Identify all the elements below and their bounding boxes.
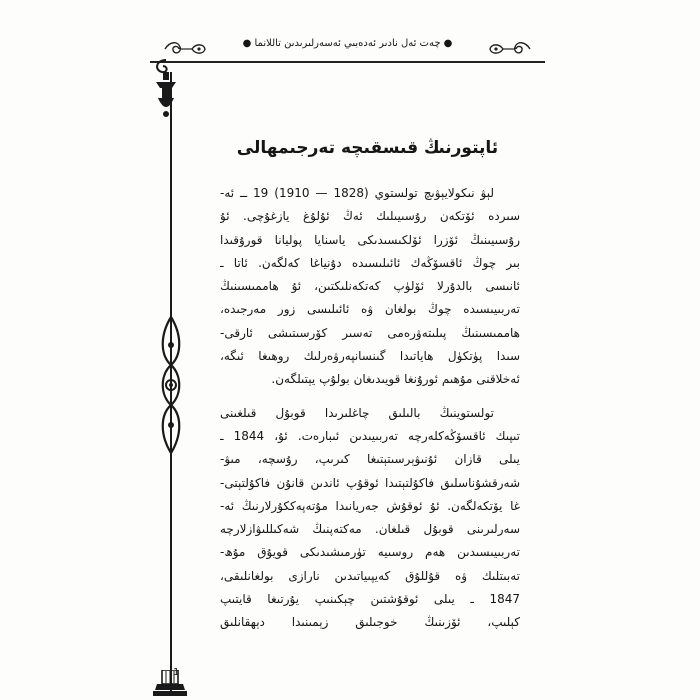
text-line: ئانىسى بالدۇرلا ئۆلۈپ كەتكەنلىكتىن، ئۇ ھاممىسىنىڭ [220,279,520,294]
text-line: شەرقشۇناسلىق فاكۇلتېتىدا ئوقۇپ ئاندىن قانۇن فاكۇلتېتى- [220,475,520,490]
text-line: بىر چوڭ ئاقسۆڭەك ئائىلىسىدە دۇنياغا كەلگەن. ئاتا ـ [220,255,520,270]
text-line: سىردە ئۆتكەن رۇسىيىلىك ئەڭ ئۇلۇغ يازغۇچى. ئۇ [220,209,520,224]
ornate-post-icon [150,58,182,120]
scroll-flourish-icon [487,38,533,60]
scrollwork-medallion-icon [158,315,184,455]
running-title: ● چەت ئەل نادىر ئەدەبىي ئەسەرلىرىدىن تاللانما ● [242,38,453,49]
scroll-flourish-icon [162,38,208,60]
text-line: ھاممىسىنىڭ پىلىتەۋرەمى تەسىر كۆرسىتىشى ئارقى- [220,325,520,340]
text-line: تىپىك ئاقسۆڭەكلەرچە تەربىيىدىن ئىبارەت. ئۇ، 1844 ـ [220,428,520,443]
page-number: 1 [173,667,180,678]
text-line: 1847 ـ يىلى ئوقۇشتىن چېكىنىپ يۇرتىغا قايتىپ [220,592,520,607]
text-line: تەبىتلىك ۋە قۇللۇق كەيپىياتىدىن نارازى بولغانلىقى، [220,568,520,583]
header-rule [150,61,545,63]
text-line: غا يۆتكەلگەن. ئۇ ئوقۇش جەريانىدا مۇتەپەككۇرلارنىڭ ئە- [220,498,520,513]
text-line: لېۋ نىكولايېۋىچ تولستوي (1828 — 1910) 19 ــ ئە- [220,186,494,200]
text-line: كېلىپ، ئۆزىنىڭ خوجىلىق زېمىنىدا دېھقانلىق [220,615,520,630]
text-line: رۇسىيىنىڭ ئۆزرا ئۆلكىسىدىكى ياسنايا پوليانا قورۇقىدا [220,232,520,247]
text-line: سىدا پۈتكۈل ھاياتىدا گىنسانپەرۋەرلىك روھىغا ئىگە، [220,349,520,364]
text-line: يىلى قازان ئۇنىۋېرسىتېتىغا كىرىپ، رۇسچە، مىۋ- [220,452,520,467]
paragraph [220,182,520,392]
text-line: سەرلىرىنى قوبۇل قىلغان. مەكتەپنىڭ شەكىللىۋازلارچە [220,522,520,537]
running-header [150,30,545,66]
text-line: ئەخلاقنى مۇھىم ئورۇنغا قويىدىغان بولۇپ يېتىلگەن. [271,372,520,387]
column-base-icon [153,670,187,700]
body-text [220,182,520,635]
text-line: تولستوينىڭ بالىلىق چاغلىرىدا قوبۇل قىلغىنى [220,405,494,420]
paragraph [220,402,520,635]
paragraph-gap [220,392,520,402]
text-line: تەربىيىسىدىن ھەم روسىيە تۈرمىشىدىكى قويۇق مۇھ- [220,545,520,560]
text-line: تەربىيىسىدە چوڭ بولغان ۋە ئائىلىسى زور مەرجىدە، [220,302,520,317]
chapter-title: ئاپتورنىڭ قىسقىچە تەرجىمھالى [236,138,499,158]
